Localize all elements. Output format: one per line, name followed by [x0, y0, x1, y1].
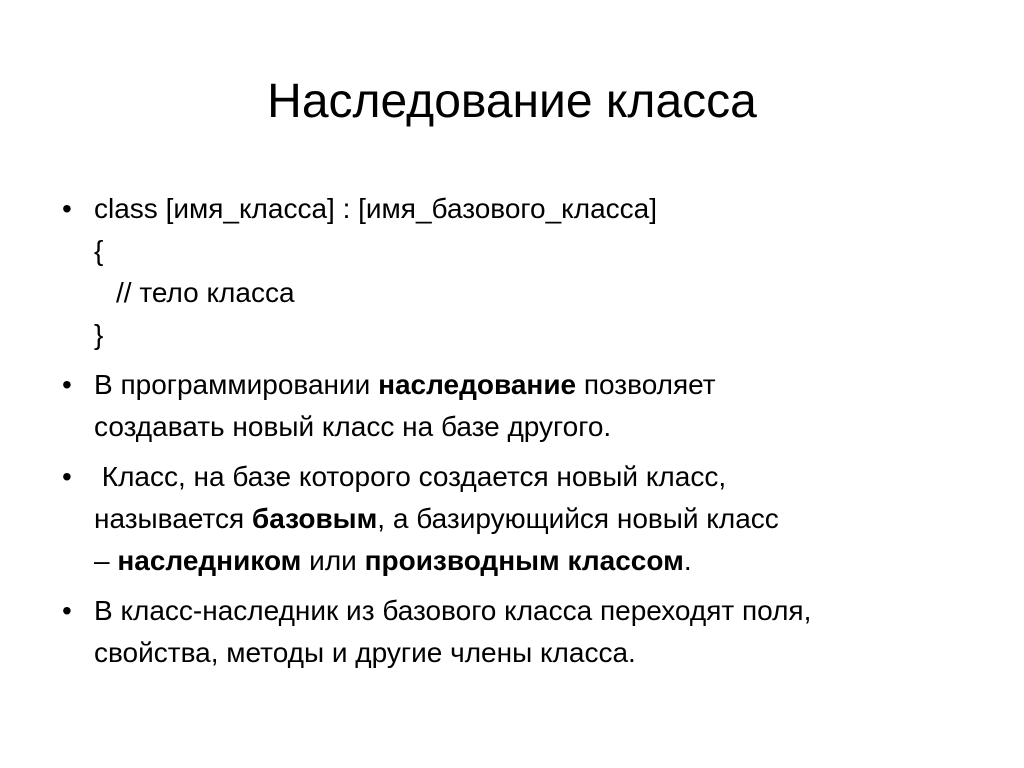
code-line-open-brace: {	[94, 235, 104, 266]
bullet-line: Класс, на базе которого создается новый класс,	[94, 461, 727, 492]
bullet-inherited-members	[60, 590, 960, 674]
text-run: называется	[94, 503, 252, 534]
bullet-base-derived	[60, 456, 960, 582]
bullet-icon: •	[62, 369, 72, 400]
slide-title: Наследование класса	[267, 75, 757, 128]
bullet-icon: •	[62, 595, 72, 626]
text-run: позволяет	[576, 369, 716, 400]
bullet-line: В класс-наследник из базового класса переходят поля,	[94, 595, 812, 626]
bullet-list	[60, 188, 960, 682]
code-line-close-brace: }	[94, 319, 104, 350]
bold-term-heir: наследником	[117, 545, 302, 576]
bullet-line	[94, 540, 960, 582]
code-line-declaration: class [имя_класса] : [имя_базового_класса]	[94, 193, 657, 224]
bullet-class-syntax	[60, 188, 960, 356]
bullet-inheritance-definition	[60, 364, 960, 448]
bullet-icon: •	[62, 461, 72, 492]
code-line-comment: // тело класса	[116, 277, 295, 308]
bold-term-base: базовым	[251, 503, 378, 534]
bullet-line: свойства, методы и другие члены класса.	[94, 637, 636, 668]
bullet-line: создавать новый класс на базе другого.	[94, 411, 612, 442]
bullet-line	[94, 498, 960, 540]
text-run: или	[301, 545, 365, 576]
text-run: .	[683, 545, 692, 576]
bold-term-derived-class: производным классом	[364, 545, 684, 576]
bold-term-inheritance: наследование	[378, 369, 577, 400]
bullet-icon: •	[62, 193, 72, 224]
text-run: В программировании	[94, 369, 379, 400]
text-run: , а базирующийся новый класс	[377, 503, 779, 534]
text-run: –	[94, 545, 118, 576]
bullet-line	[94, 364, 960, 406]
